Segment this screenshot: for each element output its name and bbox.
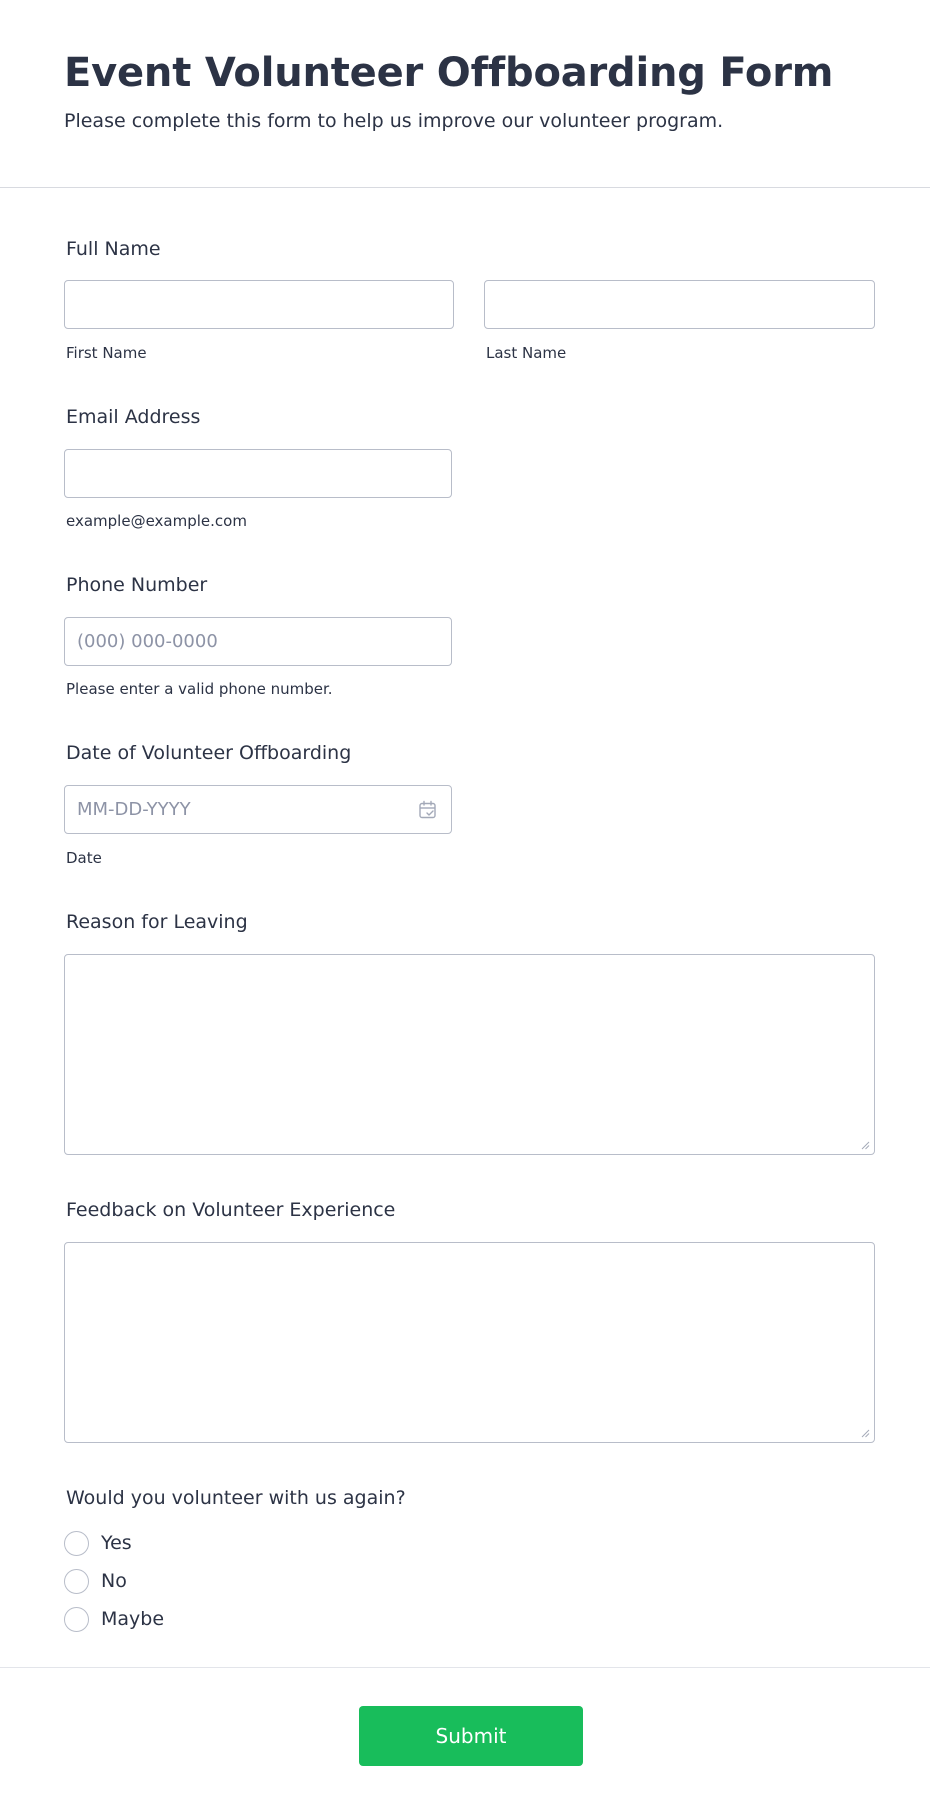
radio-label[interactable]: No [101,1570,127,1592]
phone-input[interactable] [64,617,452,666]
radio-option-yes[interactable] [64,1530,132,1556]
email-sublabel: example@example.com [66,512,247,530]
reason-label: Reason for Leaving [66,911,248,933]
last-name-input[interactable] [484,280,875,329]
form-header [0,0,930,188]
date-sublabel: Date [66,849,102,867]
radio-button[interactable] [64,1531,89,1556]
resize-grip-icon[interactable] [860,1140,870,1150]
phone-sublabel: Please enter a valid phone number. [66,680,333,698]
radio-option-no[interactable] [64,1568,127,1594]
full-name-label: Full Name [66,238,161,260]
radio-option-maybe[interactable] [64,1606,164,1632]
feedback-textarea[interactable] [64,1242,875,1443]
form-footer [0,1667,930,1814]
first-name-sublabel: First Name [66,344,147,362]
feedback-label: Feedback on Volunteer Experience [66,1199,396,1221]
submit-button[interactable]: Submit [359,1706,583,1766]
email-input[interactable] [64,449,452,498]
calendar-icon[interactable] [418,800,438,820]
radio-label[interactable]: Yes [101,1532,132,1554]
first-name-input[interactable] [64,280,454,329]
radio-label[interactable]: Maybe [101,1608,165,1630]
date-input[interactable] [64,785,452,834]
phone-label: Phone Number [66,574,208,596]
form-title: Event Volunteer Offboarding Form [64,50,834,96]
radio-button[interactable] [64,1569,89,1594]
form-subtitle: Please complete this form to help us improve our volunteer program. [64,110,724,132]
resize-grip-icon[interactable] [860,1428,870,1438]
last-name-sublabel: Last Name [486,344,567,362]
radio-button[interactable] [64,1607,89,1632]
date-label: Date of Volunteer Offboarding [66,742,352,764]
volunteer-again-question: Would you volunteer with us again? [66,1487,406,1509]
email-label: Email Address [66,406,201,428]
reason-textarea[interactable] [64,954,875,1155]
